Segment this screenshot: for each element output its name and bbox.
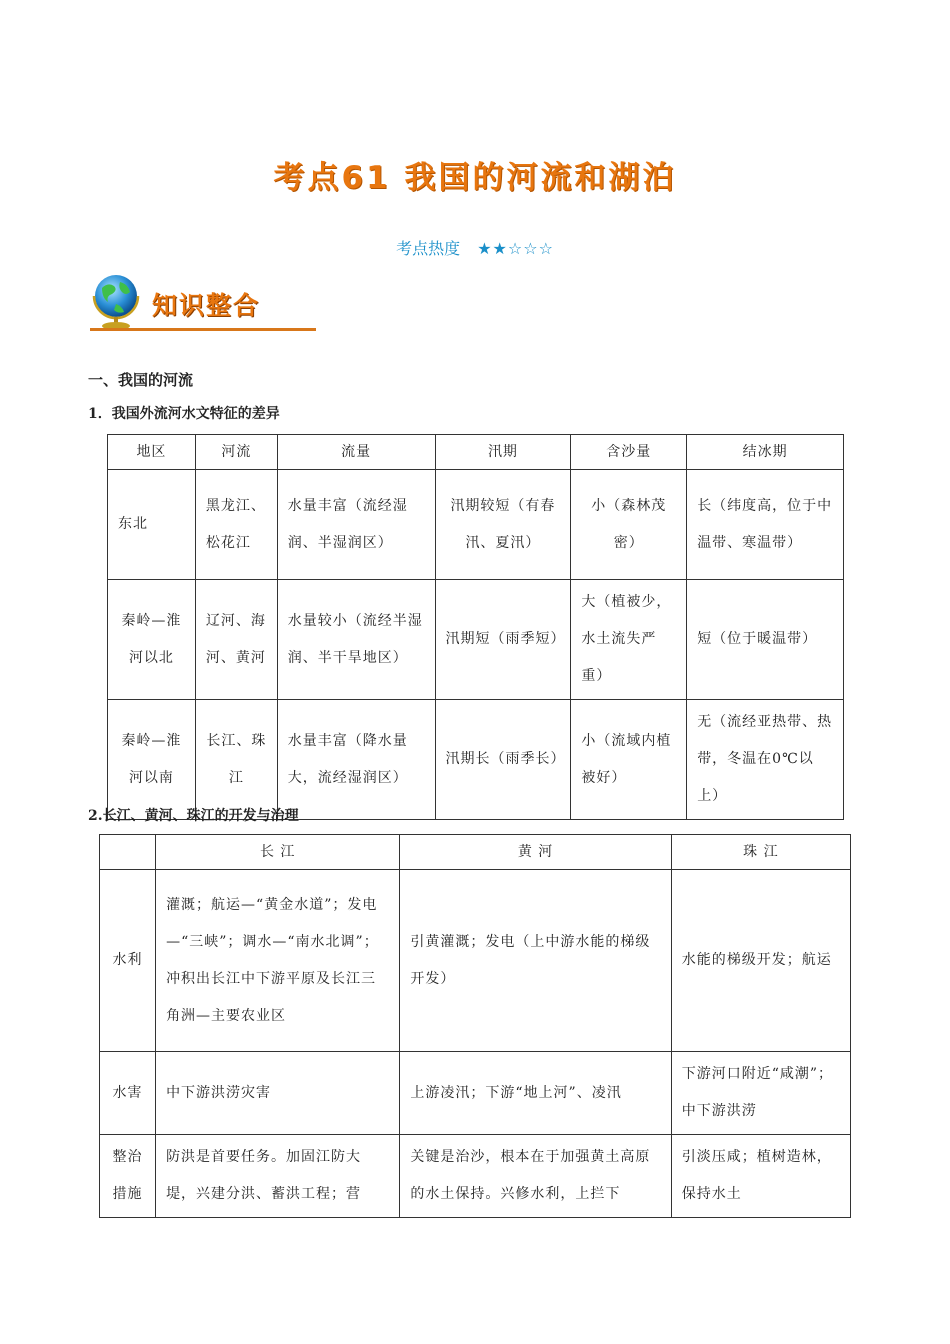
table-cell: 水能的梯级开发；航运 — [671, 870, 850, 1052]
table-cell: 秦岭—淮河以南 — [108, 700, 196, 820]
globe-icon — [88, 270, 144, 332]
table-header: 长 江 — [156, 835, 400, 870]
table-row — [108, 470, 844, 580]
table-cell: 灌溉；航运—“黄金水道”；发电—“三峡”；调水—“南水北调”；冲积出长江中下游平原及长江三角洲—主要农业区 — [156, 870, 400, 1052]
table-cell: 无（流经亚热带、热带，冬温在0℃以上） — [687, 700, 844, 820]
table-cell: 整治措施 — [100, 1135, 156, 1218]
subsection-heading-2: 2.长江、黄河、珠江的开发与治理 — [88, 808, 299, 824]
table-cell: 汛期短（雨季短） — [435, 580, 571, 700]
table-cell: 黑龙江、松花江 — [195, 470, 277, 580]
table-header: 黄 河 — [400, 835, 671, 870]
table-cell: 小（森林茂密） — [571, 470, 687, 580]
table-cell: 东北 — [108, 470, 196, 580]
table-header: 含沙量 — [571, 435, 687, 470]
table-header: 结冰期 — [687, 435, 844, 470]
table-row — [100, 870, 851, 1052]
table-cell: 汛期较短（有春汛、夏汛） — [435, 470, 571, 580]
table-cell: 引黄灌溉；发电（上中游水能的梯级开发） — [400, 870, 671, 1052]
table-cell: 防洪是首要任务。加固江防大堤，兴建分洪、蓄洪工程；营 — [156, 1135, 400, 1218]
hydrology-table — [107, 434, 844, 820]
table-cell: 水利 — [100, 870, 156, 1052]
table-header-row — [108, 435, 844, 470]
river-development-table — [99, 834, 851, 1218]
table-header: 河流 — [195, 435, 277, 470]
table-row — [100, 1135, 851, 1218]
table-cell: 水量较小（流经半湿润、半干旱地区） — [277, 580, 435, 700]
table-row — [108, 580, 844, 700]
table-header: 珠 江 — [671, 835, 850, 870]
table-cell: 下游河口附近“咸潮”；中下游洪涝 — [671, 1052, 850, 1135]
table-header: 流量 — [277, 435, 435, 470]
page-title: 考点61 我国的河流和湖泊 — [273, 160, 677, 196]
table-cell: 水害 — [100, 1052, 156, 1135]
table-cell: 中下游洪涝灾害 — [156, 1052, 400, 1135]
table-header-row — [100, 835, 851, 870]
table-cell: 大（植被少，水土流失严重） — [571, 580, 687, 700]
table-cell: 秦岭—淮河以北 — [108, 580, 196, 700]
table-header: 地区 — [108, 435, 196, 470]
table-row — [100, 1052, 851, 1135]
table-cell: 小（流域内植被好） — [571, 700, 687, 820]
section-heading: 一、我国的河流 — [88, 371, 194, 389]
section-banner — [88, 270, 318, 336]
table-cell: 长江、珠江 — [195, 700, 277, 820]
table-header — [100, 835, 156, 870]
banner-title: 知识整合 — [152, 291, 261, 320]
banner-underline — [90, 328, 316, 331]
table-cell: 水量丰富（降水量大，流经湿润区） — [277, 700, 435, 820]
table-cell: 引淡压咸；植树造林，保持水土 — [671, 1135, 850, 1218]
heat-rating — [0, 236, 950, 259]
table-cell: 上游凌汛；下游“地上河”、凌汛 — [400, 1052, 671, 1135]
table-cell: 关键是治沙，根本在于加强黄土高原的水土保持。兴修水利，上拦下 — [400, 1135, 671, 1218]
heat-label: 考点热度 — [396, 239, 461, 258]
table-cell: 短（位于暖温带） — [687, 580, 844, 700]
table-cell: 辽河、海河、黄河 — [195, 580, 277, 700]
table-cell: 长（纬度高，位于中温带、寒温带） — [687, 470, 844, 580]
subsection-heading-1: 1．我国外流河水文特征的差异 — [88, 406, 280, 422]
table-cell: 汛期长（雨季长） — [435, 700, 571, 820]
table-header: 汛期 — [435, 435, 571, 470]
heat-stars: ★★☆☆☆ — [477, 239, 554, 258]
table-row — [108, 700, 844, 820]
table-cell: 水量丰富（流经湿润、半湿润区） — [277, 470, 435, 580]
